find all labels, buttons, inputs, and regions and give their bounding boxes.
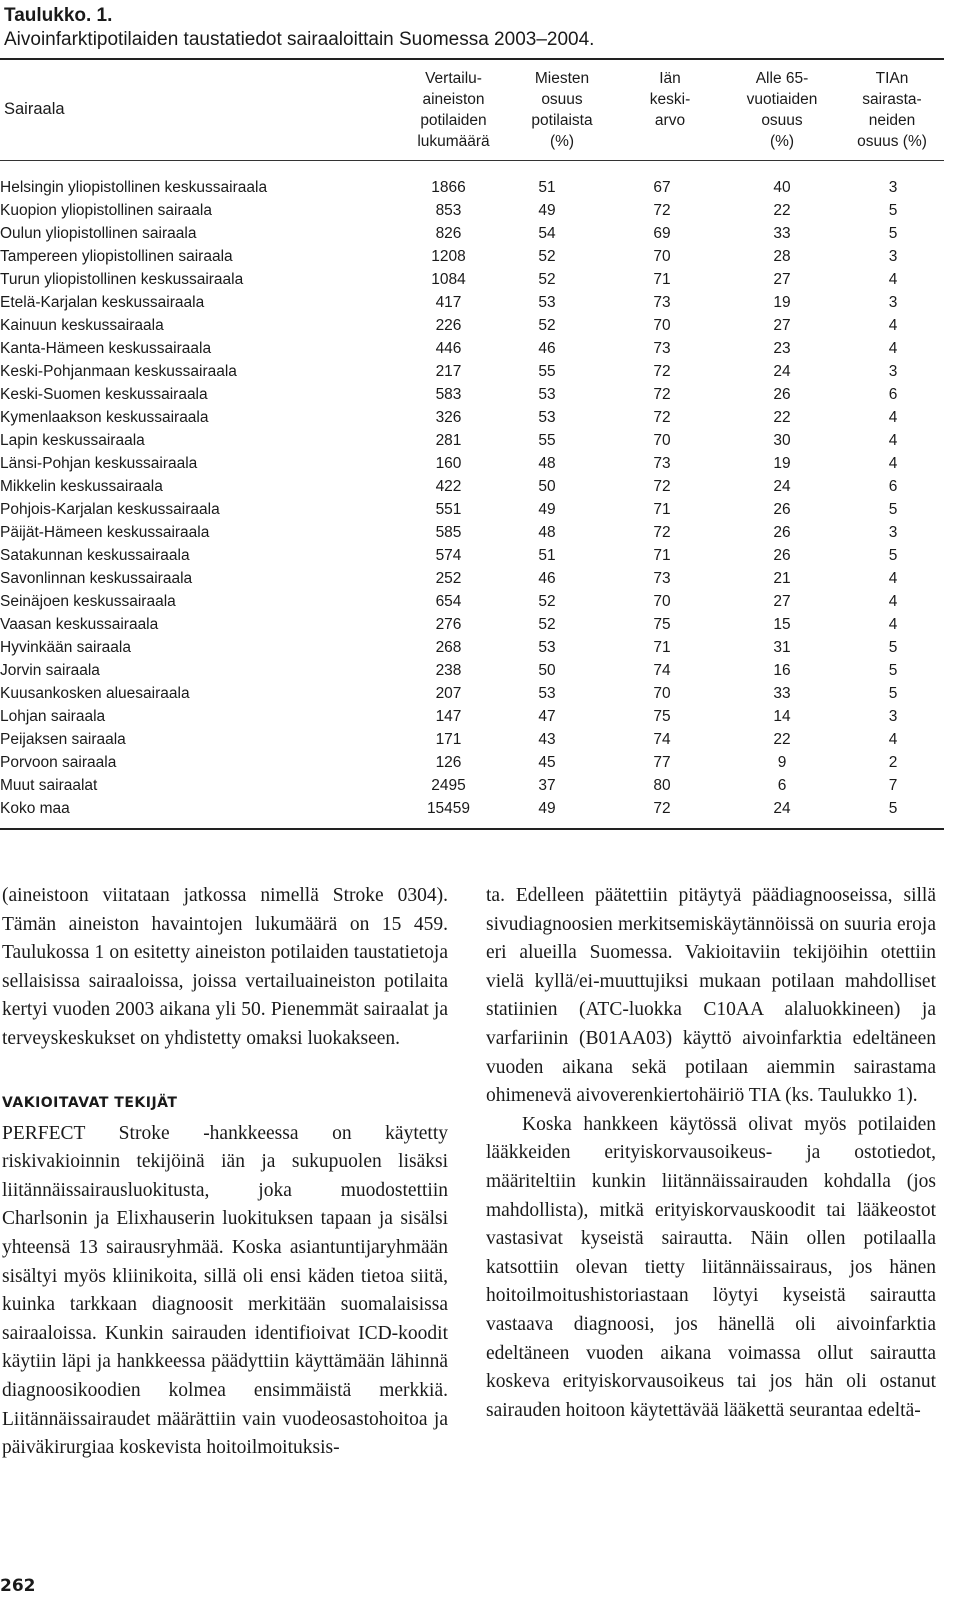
cell-under65: 31 <box>773 639 791 656</box>
cell-age: 72 <box>653 524 671 541</box>
cell-age: 67 <box>653 179 671 196</box>
table-row <box>0 544 944 567</box>
cell-tia: 5 <box>888 501 898 518</box>
cell-age: 70 <box>653 432 671 449</box>
cell-count: 207 <box>435 685 462 702</box>
cell-count: 252 <box>435 570 462 587</box>
cell-tia: 4 <box>888 432 898 449</box>
cell-tia: 6 <box>888 478 898 495</box>
cell-count: 1208 <box>431 248 466 265</box>
cell-count: 171 <box>435 731 462 748</box>
cell-under65: 24 <box>773 363 791 380</box>
paragraph: Koska hankkeen käytössä olivat myös potilaiden lääkkeiden erityiskorvausoikeus- ja ostotiedot, määriteltiin kunkin liitännäissairauden kohdalla (jos mahdollista), mitkä erityiskorvauskoodit tai lääkeostot vastasivat kyseistä sairautta. Näin ollen potilaalla katsottiin olevan tietty liitännäissairaus, jos hänen hoitoilmoitushistoriastaan löytyi kyseistä sairautta vastaava diagnoosi, jos hänellä oli aivoinfarktia edeltäneen vuoden aikana voimassa ollut sairautta koskeva erityiskorvausoikeus tai jos hän oli ostanut sairauden hoitoon käytettävää lääkettä seurantaa edeltä- <box>486 1113 936 1421</box>
cell-count: 15459 <box>426 800 471 817</box>
table-row <box>0 383 944 406</box>
table-row <box>0 751 944 774</box>
cell-tia: 5 <box>888 800 898 817</box>
cell-count: 422 <box>435 478 462 495</box>
cell-count: 585 <box>435 524 462 541</box>
cell-under65: 15 <box>773 616 791 633</box>
header-tia: TIAn sairasta- neiden osuus (%) <box>857 70 927 150</box>
cell-tia: 4 <box>888 317 898 334</box>
cell-under65: 26 <box>773 386 791 403</box>
hospital-name: Muut sairaalat <box>0 777 98 794</box>
cell-age: 71 <box>653 271 671 288</box>
table-row <box>0 176 944 199</box>
cell-under65: 19 <box>773 294 791 311</box>
cell-count: 654 <box>435 593 462 610</box>
cell-age: 75 <box>653 708 671 725</box>
cell-men: 48 <box>538 455 556 472</box>
hospital-name: Tampereen yliopistollinen sairaala <box>0 248 233 265</box>
hospital-name: Porvoon sairaala <box>0 754 117 771</box>
table-number: Taulukko. 1. <box>4 5 113 26</box>
cell-under65: 19 <box>773 455 791 472</box>
cell-men: 50 <box>538 478 556 495</box>
cell-men: 37 <box>538 777 556 794</box>
hospital-name: Keski-Pohjanmaan keskussairaala <box>0 363 237 380</box>
cell-tia: 5 <box>888 225 898 242</box>
table-caption <box>4 4 944 52</box>
table-row <box>0 705 944 728</box>
cell-under65: 30 <box>773 432 791 449</box>
cell-under65: 28 <box>773 248 791 265</box>
cell-count: 268 <box>435 639 462 656</box>
cell-under65: 6 <box>777 777 787 794</box>
hospital-name: Keski-Suomen keskussairaala <box>0 386 208 403</box>
cell-count: 226 <box>435 317 462 334</box>
cell-under65: 22 <box>773 409 791 426</box>
cell-count: 217 <box>435 363 462 380</box>
cell-count: 2495 <box>431 777 466 794</box>
table-row <box>0 636 944 659</box>
cell-under65: 21 <box>773 570 791 587</box>
table-header <box>0 68 944 152</box>
table-row <box>0 475 944 498</box>
cell-age: 72 <box>653 386 671 403</box>
table-row <box>0 406 944 429</box>
cell-under65: 27 <box>773 271 791 288</box>
page-number: 262 <box>0 1576 36 1596</box>
table-title: Aivoinfarktipotilaiden taustatiedot sairaaloittain Suomessa 2003–2004. <box>4 29 595 50</box>
cell-age: 73 <box>653 570 671 587</box>
cell-under65: 16 <box>773 662 791 679</box>
cell-age: 71 <box>653 639 671 656</box>
cell-tia: 3 <box>888 294 898 311</box>
cell-men: 52 <box>538 593 556 610</box>
cell-tia: 4 <box>888 340 898 357</box>
cell-under65: 40 <box>773 179 791 196</box>
paragraph: (aineistoon viitataan jatkossa nimellä Stroke 0304). Tämän aineiston havaintojen lukumäärä on 15 459. Taulukossa 1 on esitetty aineiston potilaiden taustatietoja sellaisissa sairaaloissa, joissa vertailuaineiston potilaita kertyi vuoden 2003 aikana yli 50. Pienemmät sairaalat ja terveyskeskukset on yhdistetty omaksi luokakseen. <box>2 885 448 1049</box>
cell-age: 74 <box>653 731 671 748</box>
cell-men: 52 <box>538 317 556 334</box>
table-row <box>0 613 944 636</box>
header-age: Iän keski- arvo <box>649 70 691 129</box>
cell-count: 1866 <box>431 179 466 196</box>
paragraph: ta. Edelleen päätettiin pitäytyä päädiagnooseissa, sillä sivudiagnoosien merkitsemiskäytännöissä on suuria eroja eri alueilla Suomessa. Vakioitaviin tekijöihin otettiin vielä kyllä/ei-muuttujiksi mukaan potilaan mahdolliset statiinien (ATC-luokka C10AA alaluokkineen) ja varfariinin (B01AA03) käyttö aivoinfarktia edeltäneen vuoden aikana sekä potilaan aiemmin sairastama ohimenevä aivoverenkiertohäiriö TIA (ks. Taulukko 1). <box>486 885 936 1107</box>
cell-tia: 3 <box>888 524 898 541</box>
cell-age: 70 <box>653 317 671 334</box>
table-row <box>0 659 944 682</box>
cell-age: 73 <box>653 455 671 472</box>
cell-age: 80 <box>653 777 671 794</box>
table-row <box>0 291 944 314</box>
hospital-name: Satakunnan keskussairaala <box>0 547 190 564</box>
cell-under65: 22 <box>773 731 791 748</box>
hospital-name: Kainuun keskussairaala <box>0 317 164 334</box>
cell-tia: 3 <box>888 708 898 725</box>
cell-count: 551 <box>435 501 462 518</box>
cell-count: 276 <box>435 616 462 633</box>
cell-age: 71 <box>653 547 671 564</box>
cell-men: 52 <box>538 616 556 633</box>
table-row <box>0 360 944 383</box>
cell-under65: 26 <box>773 524 791 541</box>
table-row <box>0 498 944 521</box>
hospital-name: Helsingin yliopistollinen keskussairaala <box>0 179 268 196</box>
cell-under65: 26 <box>773 547 791 564</box>
cell-age: 73 <box>653 340 671 357</box>
header-men: Miesten osuus potilaista (%) <box>531 70 593 150</box>
cell-age: 72 <box>653 363 671 380</box>
cell-count: 417 <box>435 294 462 311</box>
cell-under65: 22 <box>773 202 791 219</box>
cell-men: 49 <box>538 800 556 817</box>
cell-men: 52 <box>538 248 556 265</box>
cell-tia: 3 <box>888 179 898 196</box>
cell-tia: 4 <box>888 570 898 587</box>
hospital-name: Länsi-Pohjan keskussairaala <box>0 455 198 472</box>
cell-count: 281 <box>435 432 462 449</box>
table-row <box>0 268 944 291</box>
cell-count: 238 <box>435 662 462 679</box>
cell-tia: 5 <box>888 202 898 219</box>
cell-under65: 24 <box>773 478 791 495</box>
hospital-name: Kanta-Hämeen keskussairaala <box>0 340 212 357</box>
cell-age: 71 <box>653 501 671 518</box>
cell-under65: 23 <box>773 340 791 357</box>
cell-tia: 4 <box>888 409 898 426</box>
cell-age: 70 <box>653 593 671 610</box>
cell-under65: 14 <box>773 708 791 725</box>
cell-men: 54 <box>538 225 556 242</box>
cell-under65: 24 <box>773 800 791 817</box>
cell-men: 45 <box>538 754 556 771</box>
table-bottom-rule <box>0 828 944 830</box>
cell-tia: 3 <box>888 363 898 380</box>
cell-under65: 9 <box>777 754 787 771</box>
table-row <box>0 245 944 268</box>
cell-tia: 4 <box>888 731 898 748</box>
paragraph: PERFECT Stroke -hankkeessa on käytetty riskivakioinnin tekijöinä iän ja sukupuolen lisäksi liitännäissairausluokitusta, joka muodostettiin Charlsonin ja Elixhauserin luokituksen tapaan ja sisälsi yhteensä 13 sairausryhmää. Koska asiantuntijaryhmään sisältyi myös kliinikoita, sillä oli ensi käden tietoa siitä, kuinka tarkkaan diagnoosit merkitään suomalaisissa sairaaloissa. Kunkin sairauden identifioivat ICD-koodit käytiin läpi ja hankkeessa päädyttiin käyttämään lähinnä diagnoosikoodien kolmea ensimmäistä merkkiä. Liitännäissairaudet määrättiin vain vuodeosastohoitoa ja päiväkirurgiaa koskevista hoitoilmoituksis- <box>2 1122 448 1459</box>
table-row <box>0 797 944 820</box>
cell-men: 46 <box>538 570 556 587</box>
table-row <box>0 521 944 544</box>
cell-age: 70 <box>653 248 671 265</box>
cell-under65: 27 <box>773 317 791 334</box>
hospital-name: Kuopion yliopistollinen sairaala <box>0 202 212 219</box>
table-header-rule <box>0 160 944 161</box>
cell-age: 72 <box>653 800 671 817</box>
cell-men: 53 <box>538 386 556 403</box>
cell-men: 49 <box>538 202 556 219</box>
hospital-name: Hyvinkään sairaala <box>0 639 131 656</box>
cell-men: 47 <box>538 708 556 725</box>
cell-men: 53 <box>538 409 556 426</box>
cell-tia: 5 <box>888 662 898 679</box>
cell-age: 70 <box>653 685 671 702</box>
body-column-right <box>486 882 936 1425</box>
section-heading: VAKIOITAVAT TEKIJÄT <box>2 1094 178 1111</box>
hospital-name: Pohjois-Karjalan keskussairaala <box>0 501 220 518</box>
table-row <box>0 590 944 613</box>
cell-men: 48 <box>538 524 556 541</box>
cell-under65: 26 <box>773 501 791 518</box>
cell-men: 53 <box>538 639 556 656</box>
cell-count: 1084 <box>431 271 466 288</box>
table-row <box>0 682 944 705</box>
cell-tia: 4 <box>888 271 898 288</box>
cell-tia: 5 <box>888 639 898 656</box>
cell-under65: 33 <box>773 685 791 702</box>
cell-men: 50 <box>538 662 556 679</box>
hospital-name: Peijaksen sairaala <box>0 731 126 748</box>
cell-men: 52 <box>538 271 556 288</box>
hospital-name: Lohjan sairaala <box>0 708 106 725</box>
hospital-name: Mikkelin keskussairaala <box>0 478 163 495</box>
table-top-rule <box>0 58 944 60</box>
header-hospital: Sairaala <box>4 100 65 118</box>
header-count: Vertailu- aineiston potilaiden lukumäärä <box>417 70 490 150</box>
cell-age: 74 <box>653 662 671 679</box>
table-row <box>0 429 944 452</box>
cell-age: 69 <box>653 225 671 242</box>
cell-tia: 6 <box>888 386 898 403</box>
table-row <box>0 199 944 222</box>
cell-count: 583 <box>435 386 462 403</box>
cell-age: 72 <box>653 478 671 495</box>
cell-count: 126 <box>435 754 462 771</box>
hospital-name: Etelä-Karjalan keskussairaala <box>0 294 205 311</box>
cell-men: 53 <box>538 294 556 311</box>
cell-tia: 5 <box>888 685 898 702</box>
cell-men: 51 <box>538 547 556 564</box>
body-column-left <box>2 882 448 1463</box>
table-row <box>0 314 944 337</box>
hospital-name: Päijät-Hämeen keskussairaala <box>0 524 210 541</box>
cell-count: 160 <box>435 455 462 472</box>
hospital-name: Koko maa <box>0 800 70 817</box>
cell-age: 77 <box>653 754 671 771</box>
cell-age: 73 <box>653 294 671 311</box>
hospital-table <box>0 176 944 820</box>
cell-tia: 4 <box>888 616 898 633</box>
hospital-name: Jorvin sairaala <box>0 662 100 679</box>
hospital-name: Vaasan keskussairaala <box>0 616 159 633</box>
cell-tia: 4 <box>888 593 898 610</box>
table-row <box>0 452 944 475</box>
cell-tia: 3 <box>888 248 898 265</box>
cell-count: 574 <box>435 547 462 564</box>
table-row <box>0 728 944 751</box>
cell-men: 49 <box>538 501 556 518</box>
table-row <box>0 774 944 797</box>
cell-age: 75 <box>653 616 671 633</box>
hospital-name: Seinäjoen keskussairaala <box>0 593 176 610</box>
table-row <box>0 222 944 245</box>
table-row <box>0 337 944 360</box>
cell-tia: 5 <box>888 547 898 564</box>
cell-count: 826 <box>435 225 462 242</box>
cell-tia: 4 <box>888 455 898 472</box>
hospital-name: Kymenlaakson keskussairaala <box>0 409 209 426</box>
table-row <box>0 567 944 590</box>
header-under65: Alle 65- vuotiaiden osuus (%) <box>746 70 818 150</box>
hospital-name: Savonlinnan keskussairaala <box>0 570 193 587</box>
cell-count: 446 <box>435 340 462 357</box>
cell-count: 326 <box>435 409 462 426</box>
cell-count: 147 <box>435 708 462 725</box>
cell-tia: 2 <box>888 754 898 771</box>
cell-age: 72 <box>653 409 671 426</box>
cell-men: 43 <box>538 731 556 748</box>
cell-age: 72 <box>653 202 671 219</box>
cell-men: 55 <box>538 363 556 380</box>
hospital-name: Oulun yliopistollinen sairaala <box>0 225 197 242</box>
cell-men: 53 <box>538 685 556 702</box>
cell-men: 55 <box>538 432 556 449</box>
cell-under65: 33 <box>773 225 791 242</box>
hospital-name: Lapin keskussairaala <box>0 432 145 449</box>
cell-under65: 27 <box>773 593 791 610</box>
hospital-name: Turun yliopistollinen keskussairaala <box>0 271 244 288</box>
cell-men: 46 <box>538 340 556 357</box>
hospital-name: Kuusankosken aluesairaala <box>0 685 190 702</box>
cell-tia: 7 <box>888 777 898 794</box>
cell-men: 51 <box>538 179 556 196</box>
cell-count: 853 <box>435 202 462 219</box>
